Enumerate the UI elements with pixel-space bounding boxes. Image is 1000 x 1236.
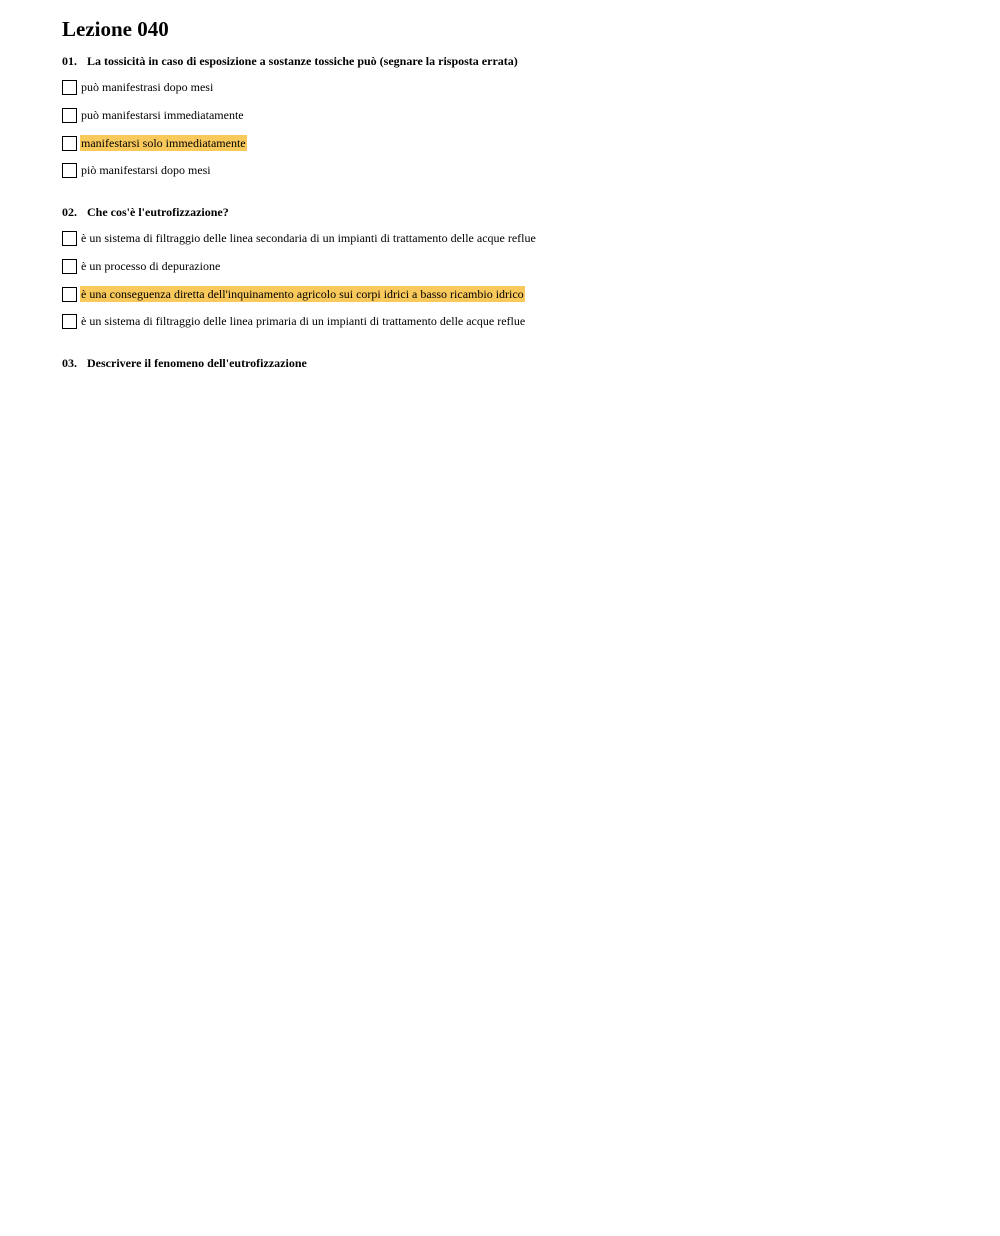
question-text: La tossicità in caso di esposizione a sostanze tossiche può (segnare la risposta errata) bbox=[87, 54, 518, 68]
answer-option bbox=[62, 134, 247, 152]
question-02 bbox=[62, 204, 229, 220]
answer-option bbox=[62, 257, 221, 275]
answer-option bbox=[62, 78, 214, 96]
answer-option bbox=[62, 161, 212, 179]
answer-text: piò manifestarsi dopo mesi bbox=[81, 163, 211, 177]
question-number: 01. bbox=[62, 54, 77, 68]
answer-option bbox=[62, 312, 526, 330]
answer-checkbox[interactable] bbox=[62, 231, 77, 246]
answer-checkbox[interactable] bbox=[62, 108, 77, 123]
question-03 bbox=[62, 355, 307, 371]
answer-text: è un sistema di filtraggio delle linea primaria di un impianti di trattamento delle acque reflue bbox=[81, 314, 526, 328]
answer-checkbox[interactable] bbox=[62, 163, 77, 178]
answer-option bbox=[62, 106, 245, 124]
question-number: 03. bbox=[62, 356, 77, 370]
answer-checkbox[interactable] bbox=[62, 314, 77, 329]
question-number: 02. bbox=[62, 205, 77, 219]
answer-text: può manifestarsi immediatamente bbox=[81, 108, 244, 122]
question-text: Descrivere il fenomeno dell'eutrofizzazione bbox=[87, 356, 307, 370]
answer-checkbox[interactable] bbox=[62, 287, 77, 302]
answer-text: può manifestrasi dopo mesi bbox=[81, 80, 214, 94]
answer-option bbox=[62, 285, 525, 303]
answer-checkbox[interactable] bbox=[62, 80, 77, 95]
question-01 bbox=[62, 53, 518, 69]
lesson-title: Lezione 040 bbox=[62, 17, 169, 41]
question-text: Che cos'è l'eutrofizzazione? bbox=[87, 205, 229, 219]
answer-text: è un sistema di filtraggio delle linea secondaria di un impianti di trattamento delle acque reflue bbox=[81, 231, 536, 245]
answer-text-highlighted: è una conseguenza diretta dell'inquinamento agricolo sui corpi idrici a basso ricambio idrico bbox=[81, 287, 524, 301]
answer-checkbox[interactable] bbox=[62, 136, 77, 151]
answer-option bbox=[62, 229, 537, 247]
answer-text-highlighted: manifestarsi solo immediatamente bbox=[81, 136, 246, 150]
answer-checkbox[interactable] bbox=[62, 259, 77, 274]
answer-text: è un processo di depurazione bbox=[81, 259, 221, 273]
